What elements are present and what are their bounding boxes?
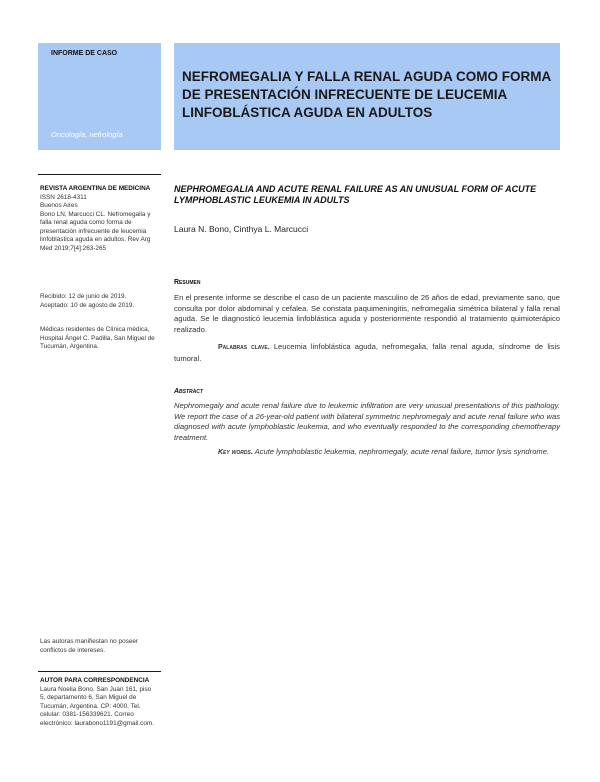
english-title: NEPHROMEGALIA AND ACUTE RENAL FAILURE AS AN UNUSUAL FORM OF ACUTE LYMPHOBLASTIC LEUKEMIA IN ADULTS (174, 184, 537, 205)
sidebar-divider-top (38, 174, 161, 175)
journal-info (40, 185, 158, 253)
section-label: INFORME DE CASO (51, 50, 118, 57)
journal-city: Buenos Aires (40, 202, 78, 209)
resumen-keywords-text: Leucemia linfoblástica aguda, nefromegalia, falla renal aguda, síndrome de lisis tumoral. (174, 342, 560, 363)
journal-name: REVISTA ARGENTINA DE MEDICINA (40, 185, 151, 192)
abstract-keywords (174, 447, 560, 459)
resumen-keywords-label: Palabras clave. (218, 344, 270, 351)
journal-issn: ISSN 2618-4311 (40, 193, 87, 201)
correspondence-text: Laura Noelia Bono. San Juan 161, piso 5, departamento 6, San Miguel de Tucumán, Argentina. CP: 4000. Tel. celular: 0381-156339621. Correo electrónico: laurabono1191@gmail.com. (40, 685, 155, 727)
received-date: Recibido: 12 de junio de 2019. (40, 293, 127, 300)
conflict-statement: Las autoras manifiestan no poseer conflictos de intereses. (40, 638, 139, 654)
correspondence (40, 677, 158, 728)
abstract-keywords-text: Acute lymphoblastic leukemia, nephromegaly, acute renal failure, tumor lysis syndrome. (254, 447, 550, 456)
resumen-keywords (174, 342, 560, 364)
article-dates (40, 293, 158, 310)
authors: Laura N. Bono, Cinthya L. Marcucci (174, 224, 309, 234)
accepted-date: Aceptado: 10 de agosto de 2019. (40, 301, 135, 309)
resumen-heading: Resumen (174, 279, 201, 286)
abstract-heading: Abstract (174, 388, 203, 395)
article-title: NEFROMEGALIA Y FALLA RENAL AGUDA COMO FORMA DE PRESENTACIÓN INFRECUENTE DE LEUCEMIA LINFOBLÁSTICA AGUDA EN ADULTOS (182, 69, 551, 120)
citation: Bono LN, Marcucci CL. Nefromegalia y falla renal aguda como forma de presentación infrecuente de leucemia linfoblástica aguda en adultos. Rev Arg Med 2019;7[4]:263-265 (40, 210, 151, 252)
resumen-text: En el presente informe se describe el caso de un paciente masculino de 26 años de edad, previamente sano, que consulta por dolor abdominal y cefalea. Se constata paquimeningitis, nefromegalia simétrica bilateral y falla renal aguda. Se le diagnosticó leucemia linfoblástica aguda y posteriormente respondió al tratamiento quimioterápico realizado. (174, 293, 560, 334)
sidebar-divider-bottom (38, 671, 161, 672)
author-affiliation: Médicas residentes de Clínica médica, Hospital Ángel C. Padilla, San Miguel de Tucumán, Argentina. (40, 326, 155, 350)
section-tags: Oncología, nefrología (51, 130, 123, 139)
abstract-keywords-label: Key words. (218, 449, 253, 456)
abstract-text: Nephromegaly and acute renal failure due to leukemic infiltration are very unusual presentations of this pathology. We report the case of a 26-year-old patient with bilateral symmetric nephromegaly and acute renal failure who was diagnosed with acute lymphoblastic leukemia, and who eventually responded to the corresponding chemotherapy treatment. (174, 401, 560, 442)
correspondence-heading: AUTOR PARA CORRESPONDENCIA (40, 677, 150, 684)
